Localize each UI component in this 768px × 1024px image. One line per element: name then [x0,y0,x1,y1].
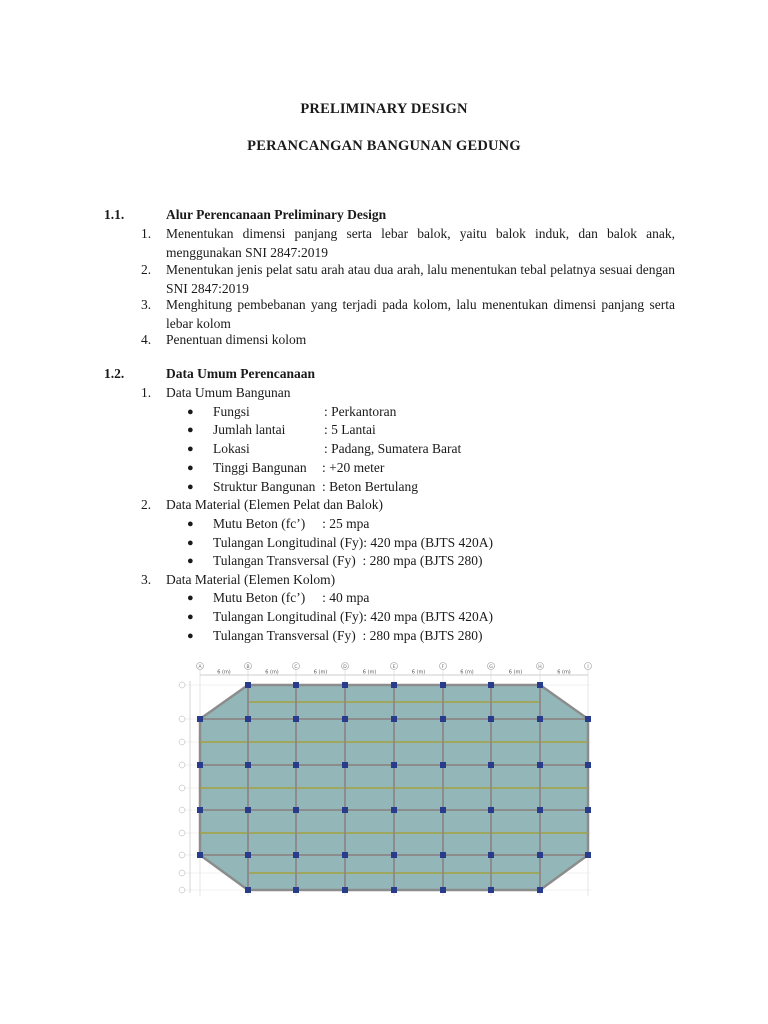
list-item [141,384,675,403]
column [440,887,446,893]
column [440,807,446,813]
bullet-icon: ● [187,537,194,549]
bullet-icon: ● [187,630,194,642]
column [342,852,348,858]
section-heading-1-1 [104,207,386,223]
column [488,807,494,813]
grid-bubble-label: F [441,664,445,670]
grid-bubble-label: G [489,664,493,670]
grid-bubble [179,682,185,688]
grid-bubble [179,870,185,876]
grid-bubble-label: I [587,664,589,670]
bullet-icon: ● [187,518,194,530]
column [537,807,543,813]
column [537,682,543,688]
column [585,716,591,722]
bullet-text: Tulangan Transversal (Fy) : 280 mpa (BJTS 280) [213,553,483,568]
document-title: PRELIMINARY DESIGN [300,101,468,117]
column [197,716,203,722]
column [197,762,203,768]
grid-bubble [179,762,185,768]
column [391,762,397,768]
column [440,852,446,858]
column [585,852,591,858]
bullet-icon: ● [187,592,194,604]
document-subtitle: PERANCANGAN BANGUNAN GEDUNG [247,138,521,154]
list-text: Menentukan dimensi panjang serta lebar balok, yaitu balok induk, dan balok anak, menggunakan SNI 2847:2019 [166,226,675,260]
bullet-value: : Perkantoran [324,404,397,419]
column [391,682,397,688]
bullet-value: : 5 Lantai [324,422,376,437]
list-number: 4. [141,332,152,347]
grid-bubble [179,830,185,836]
section-heading-1-2 [104,366,315,382]
column [440,716,446,722]
span-label: 6 (m) [460,669,474,676]
bullet-value: : Beton Bertulang [322,479,418,494]
column [488,716,494,722]
bullet-text: Tulangan Longitudinal (Fy): 420 mpa (BJTS 420A) [213,535,493,550]
bullet-icon: ● [187,406,194,418]
column [585,807,591,813]
list-text: Data Umum Bangunan [166,385,291,400]
bullet-icon: ● [187,424,194,436]
span-label: 6 (m) [362,669,377,676]
grid-bubble [179,887,185,893]
column [537,716,543,722]
section-number: 1.1. [104,207,125,222]
column [197,852,203,858]
span-label: 6 (m) [217,669,231,676]
list-number: 3. [141,572,152,587]
grid-bubble-label: C [294,664,298,670]
grid-bubble-label: D [343,664,347,670]
list-number: 2. [141,262,152,277]
column [293,852,299,858]
list-item [141,296,675,333]
span-label: 6 (m) [411,669,426,676]
grid-bubble [179,716,185,722]
column [342,762,348,768]
list-item [141,261,675,298]
bullet-label: Jumlah lantai [213,422,286,437]
column [293,887,299,893]
column [293,682,299,688]
column [391,887,397,893]
column [585,762,591,768]
column [245,716,251,722]
column [537,762,543,768]
list-item [141,571,675,590]
bullet-text: Tulangan Longitudinal (Fy): 420 mpa (BJTS 420A) [213,609,493,624]
bullet-icon: ● [187,555,194,567]
column [342,716,348,722]
column [245,887,251,893]
list-text: Menentukan jenis pelat satu arah atau dua arah, lalu menentukan tebal pelatnya sesuai dengan SNI 2847:2019 [166,262,675,296]
bullet-text: Mutu Beton (fc’) : 40 mpa [213,590,370,605]
column [245,807,251,813]
list-text: Data Material (Elemen Pelat dan Balok) [166,497,384,512]
grid-bubble [179,785,185,791]
grid-bubble-label: A [198,664,202,670]
bullet-text: Tulangan Transversal (Fy) : 280 mpa (BJTS 280) [213,628,483,643]
bullet-icon: ● [187,481,194,493]
span-label: 6 (m) [508,669,523,676]
section-title: Alur Perencanaan Preliminary Design [166,207,387,222]
column [488,887,494,893]
column [293,716,299,722]
bullet-label: Lokasi [213,441,250,456]
column [245,762,251,768]
span-label: 6 (m) [265,669,279,676]
span-label: 6 (m) [557,669,571,676]
column [293,762,299,768]
grid-bubble [179,739,185,745]
column [440,682,446,688]
column [488,852,494,858]
section-number: 1.2. [104,366,125,381]
column [342,682,348,688]
column [342,807,348,813]
list-number: 2. [141,497,152,512]
column [293,807,299,813]
column [440,762,446,768]
list-text: Penentuan dimensi kolom [166,332,307,347]
bullet-label: Tinggi Bangunan [213,460,307,475]
list-item [141,225,675,262]
column [537,852,543,858]
bullet-icon: ● [187,462,194,474]
bullet-value: : Padang, Sumatera Barat [324,441,462,456]
column [245,852,251,858]
column [391,852,397,858]
section-title: Data Umum Perencanaan [166,366,315,381]
grid-bubble-label: B [246,664,250,670]
bullet-value: : +20 meter [322,460,385,475]
column [488,682,494,688]
list-number: 1. [141,226,152,241]
grid-bubble [179,807,185,813]
grid-bubble [179,852,185,858]
list-number: 3. [141,297,152,312]
bullet-icon: ● [187,443,194,455]
column [342,887,348,893]
list-number: 1. [141,385,152,400]
bullet-label: Struktur Bangunan [213,479,316,494]
bullet-label: Fungsi [213,404,250,419]
list-text: Menghitung pembebanan yang terjadi pada kolom, lalu menentukan dimensi panjang serta lebar kolom [166,297,675,331]
bullet-icon: ● [187,611,194,623]
column [537,887,543,893]
span-label: 6 (m) [313,669,328,676]
column [391,716,397,722]
bullet-text: Mutu Beton (fc’) : 25 mpa [213,516,370,531]
column [245,682,251,688]
list-item [141,496,675,515]
grid-bubble-label: H [538,664,542,670]
column [391,807,397,813]
column [197,807,203,813]
grid-bubble-label: E [392,664,396,670]
list-text: Data Material (Elemen Kolom) [166,572,336,587]
column [488,762,494,768]
list-item [141,331,675,350]
floor-plan-figure [176,661,596,897]
